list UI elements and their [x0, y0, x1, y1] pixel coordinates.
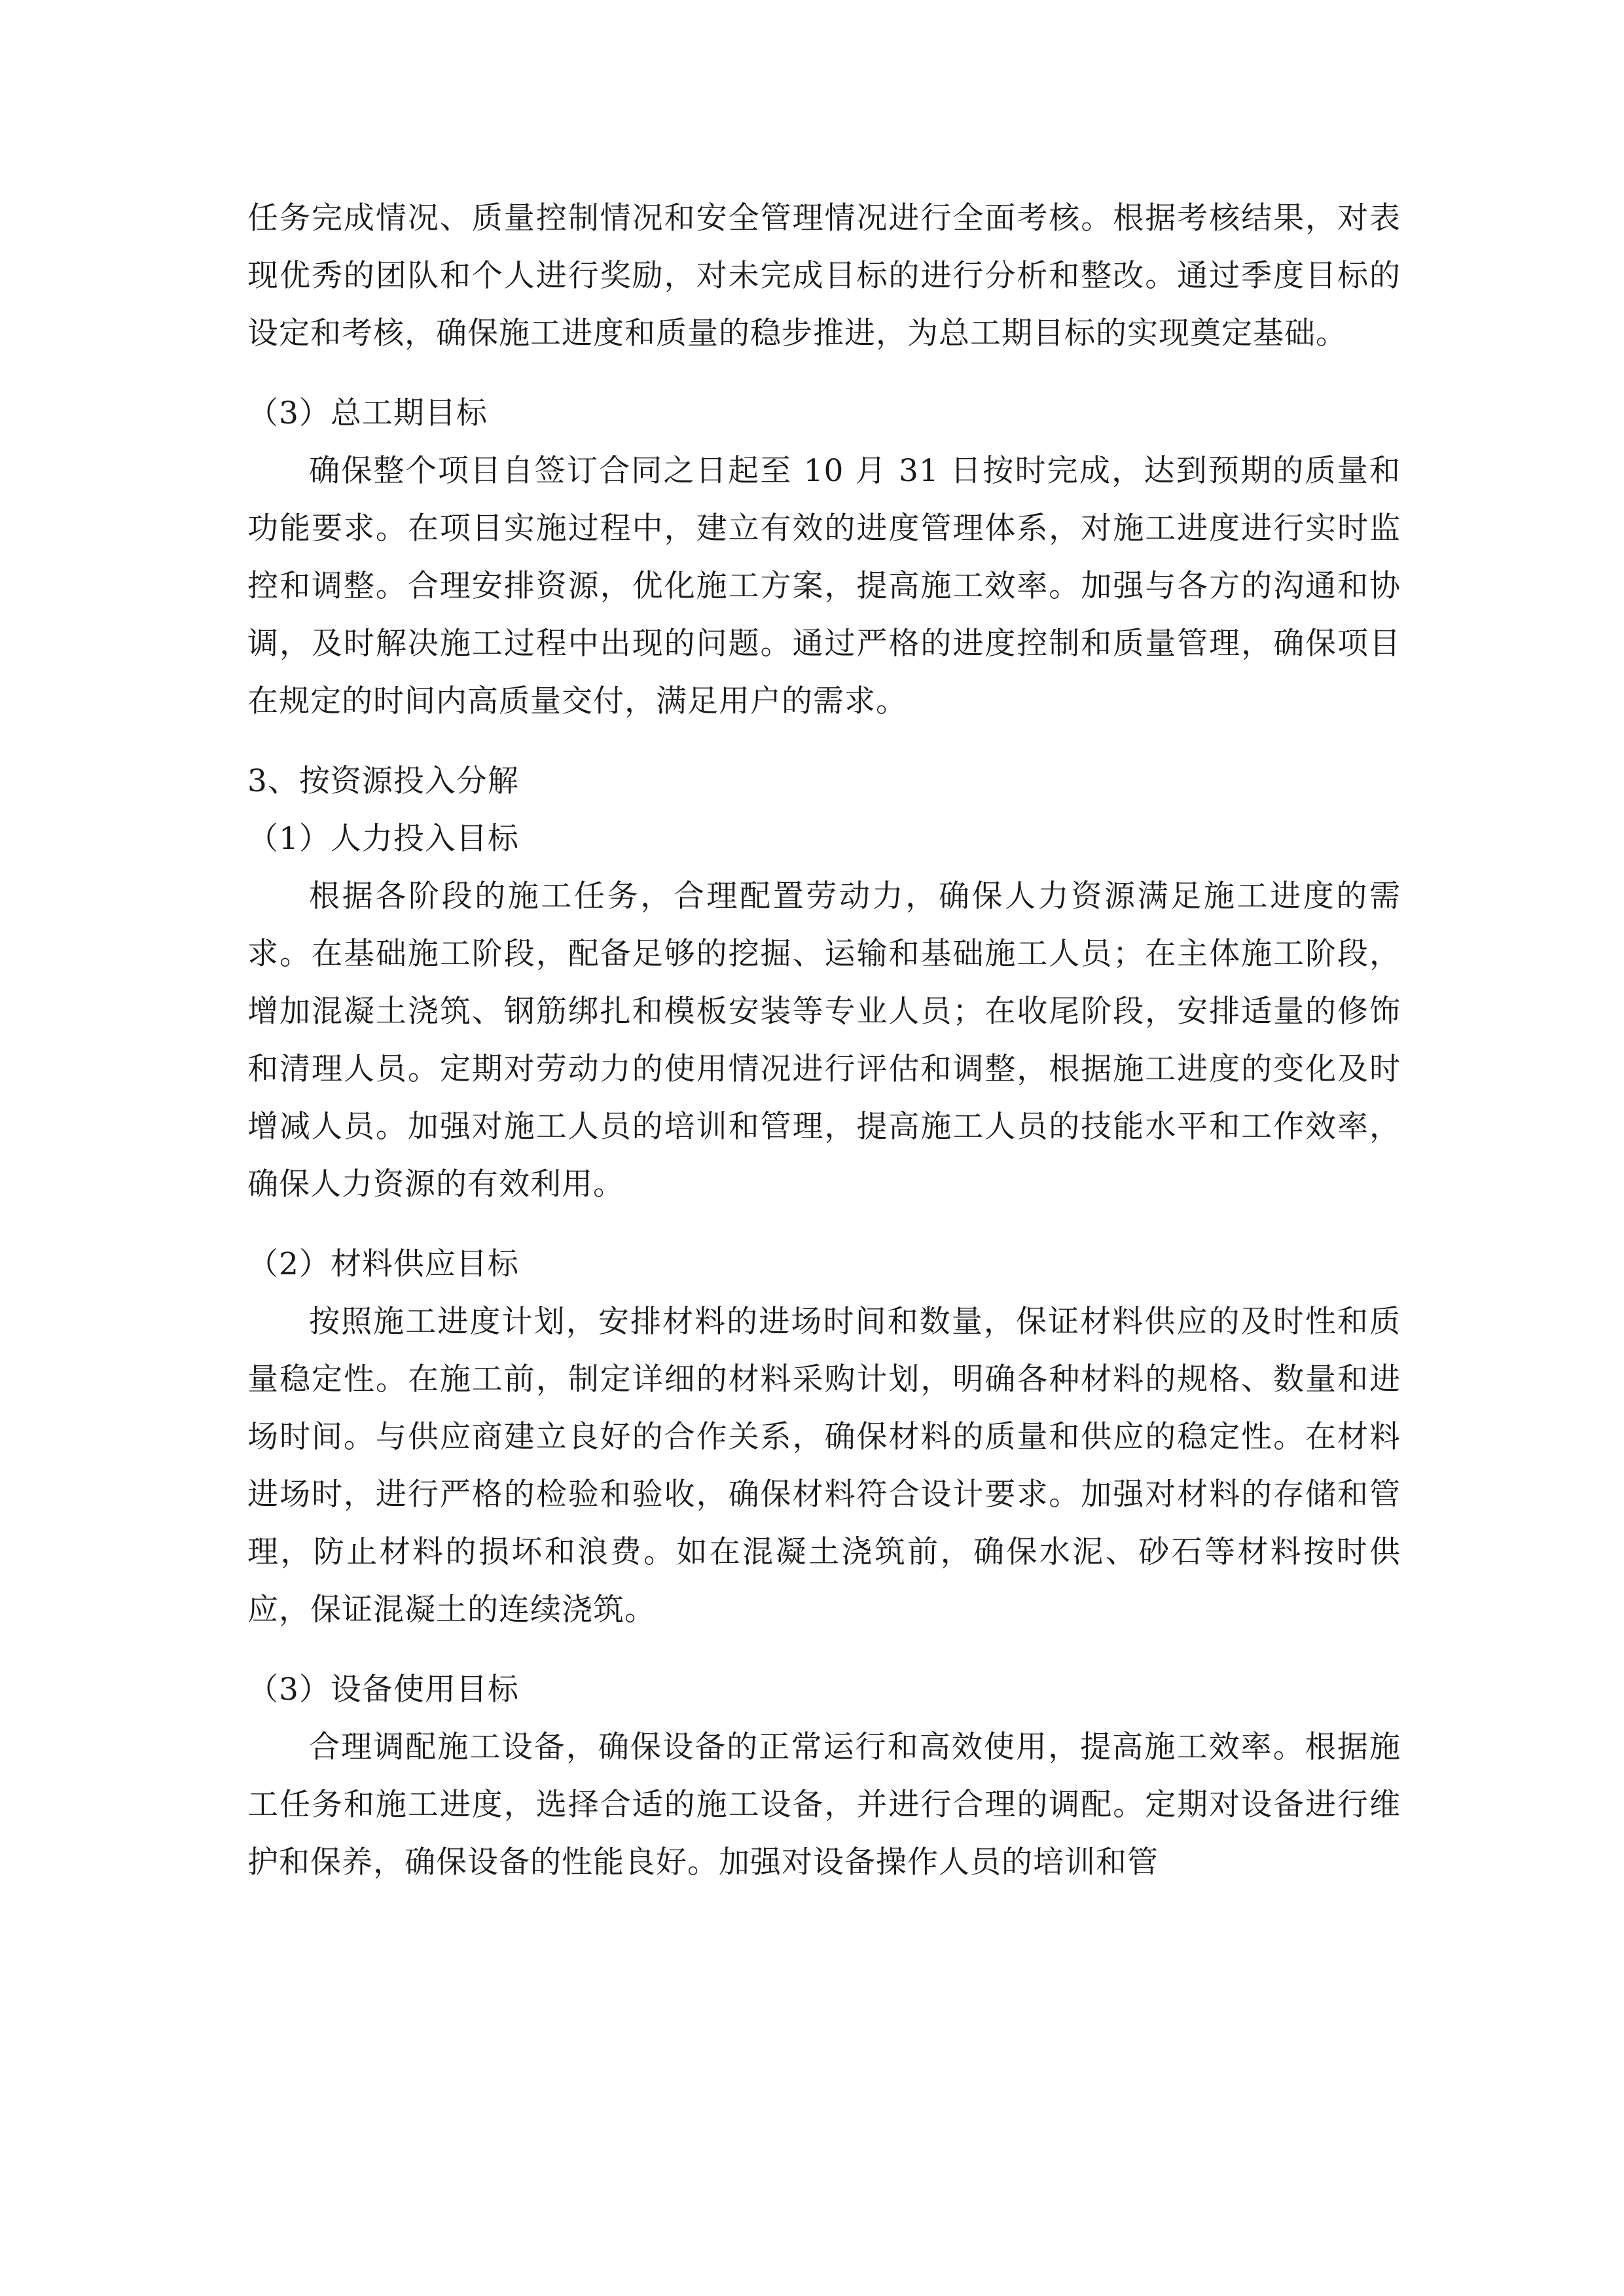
paragraph-equipment-goal: 合理调配施工设备，确保设备的正常运行和高效使用，提高施工效率。根据施工任务和施工进度，选择合适的施工设备，并进行合理的调配。定期对设备进行维护和保养，确保设备的性能良好。加强对设备操作人员的培训和管: [247, 1729, 1401, 1880]
document-body: [247, 190, 1401, 1892]
subheading-material-supply-goal: （2）材料供应目标: [247, 1246, 519, 1282]
subheading-total-schedule-goal: （3）总工期目标: [247, 395, 488, 431]
heading-resource-breakdown: 3、按资源投入分解: [247, 763, 519, 799]
subheading-labor-goal: （1）人力投入目标: [247, 821, 519, 857]
paragraph-quarterly-assessment: 任务完成情况、质量控制情况和安全管理情况进行全面考核。根据考核结果，对表现优秀的团队和个人进行奖励，对未完成目标的进行分析和整改。通过季度目标的设定和考核，确保施工进度和质量的稳步推进，为总工期目标的实现奠定基础。: [247, 200, 1401, 351]
subheading-equipment-goal: （3）设备使用目标: [247, 1672, 519, 1708]
paragraph-material-supply-goal: 按照施工进度计划，安排材料的进场时间和数量，保证材料供应的及时性和质量稳定性。在施工前，制定详细的材料采购计划，明确各种材料的规格、数量和进场时间。与供应商建立良好的合作关系，确保材料的质量和供应的稳定性。在材料进场时，进行严格的检验和验收，确保材料符合设计要求。加强对材料的存储和管理，防止材料的损坏和浪费。如在混凝土浇筑前，确保水泥、砂石等材料按时供应，保证混凝土的连续浇筑。: [247, 1304, 1401, 1628]
paragraph-total-schedule-goal: 确保整个项目自签订合同之日起至 10 月 31 日按时完成，达到预期的质量和功能要求。在项目实施过程中，建立有效的进度管理体系，对施工进度进行实时监控和调整。合理安排资源，优化施工方案，提高施工效率。加强与各方的沟通和协调，及时解决施工过程中出现的问题。通过严格的进度控制和质量管理，确保项目在规定的时间内高质量交付，满足用户的需求。: [247, 453, 1401, 719]
paragraph-labor-goal: 根据各阶段的施工任务，合理配置劳动力，确保人力资源满足施工进度的需求。在基础施工阶段，配备足够的挖掘、运输和基础施工人员；在主体施工阶段，增加混凝土浇筑、钢筋绑扎和模板安装等专业人员；在收尾阶段，安排适量的修饰和清理人员。定期对劳动力的使用情况进行评估和调整，根据施工进度的变化及时增减人员。加强对施工人员的培训和管理，提高施工人员的技能水平和工作效率，确保人力资源的有效利用。: [247, 878, 1401, 1202]
